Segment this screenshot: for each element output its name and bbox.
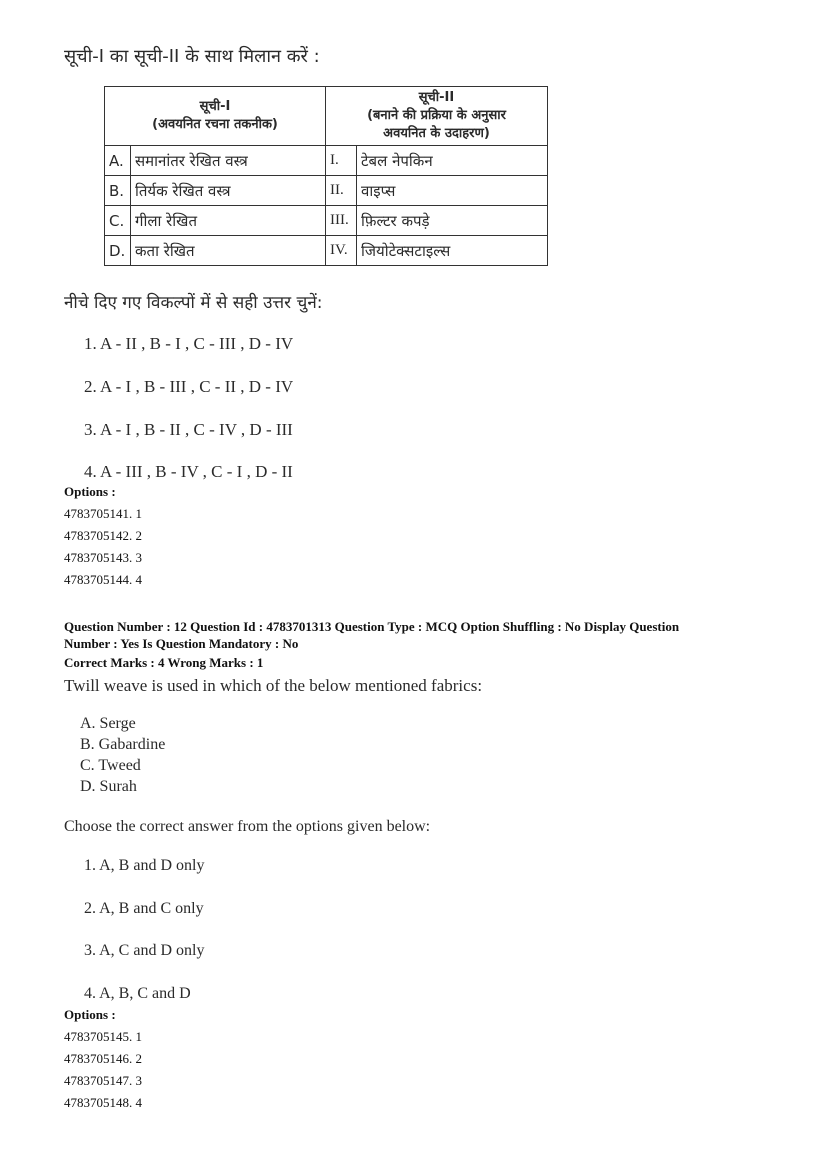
row-left-value: समानांतर रेखित वस्त्र xyxy=(131,146,326,176)
q2-item-b: B. Gabardine xyxy=(80,736,166,753)
row-left-value: तिर्यक रेखित वस्त्र xyxy=(131,176,326,206)
q2-meta-line-3: Correct Marks : 4 Wrong Marks : 1 xyxy=(64,655,264,670)
row-roman: I. xyxy=(326,146,357,176)
list-2-subtitle-2: अवयनित के उदाहरण) xyxy=(383,126,490,141)
table-row xyxy=(105,206,548,236)
q2-question: Twill weave is used in which of the below mentioned fabrics: xyxy=(64,676,483,695)
list-2-header xyxy=(326,87,548,146)
list-1-title: सूची-I xyxy=(199,99,231,114)
q1-options-label: Options : xyxy=(64,484,116,499)
list-1-subtitle: (अवयनित रचना तकनीक) xyxy=(152,117,278,132)
row-right-value: टेबल नेपकिन xyxy=(357,146,548,176)
row-key: C. xyxy=(105,206,131,236)
list-2-subtitle-1: (बनाने की प्रक्रिया के अनुसार xyxy=(367,108,506,123)
row-right-value: फ़िल्टर कपड़े xyxy=(357,206,548,236)
table-row xyxy=(105,236,548,266)
q2-meta-line-1: Question Number : 12 Question Id : 4783701313 Question Type : MCQ Option Shuffling : No Display Question xyxy=(64,619,680,634)
q1-option-id-2: 4783705142. 2 xyxy=(64,528,142,543)
list-1-header xyxy=(105,87,326,146)
q2-meta-line-2: Number : Yes Is Question Mandatory : No xyxy=(64,636,299,651)
q2-choice-2: 2. A, B and C only xyxy=(84,900,204,917)
q2-choice-4: 4. A, B, C and D xyxy=(84,985,191,1002)
q2-option-id-2: 4783705146. 2 xyxy=(64,1051,142,1066)
q2-item-a: A. Serge xyxy=(80,715,136,732)
match-table xyxy=(104,86,548,266)
q1-choice-2: 2. A - I , B - III , C - II , D - IV xyxy=(84,377,294,396)
q1-choice-4: 4. A - III , B - IV , C - I , D - II xyxy=(84,462,293,481)
list-2-title: सूची-II xyxy=(418,90,455,105)
row-key: A. xyxy=(105,146,131,176)
q2-options-label: Options : xyxy=(64,1007,116,1022)
q1-choice-1: 1. A - II , B - I , C - III , D - IV xyxy=(84,334,294,353)
q1-choice-3: 3. A - I , B - II , C - IV , D - III xyxy=(84,420,293,439)
row-left-value: कता रेखित xyxy=(131,236,326,266)
row-right-value: वाइप्स xyxy=(357,176,548,206)
q1-option-id-4: 4783705144. 4 xyxy=(64,572,142,587)
q2-option-id-3: 4783705147. 3 xyxy=(64,1073,142,1088)
q1-heading: सूची-I का सूची-II के साथ मिलान करें : xyxy=(64,46,320,67)
row-left-value: गीला रेखित xyxy=(131,206,326,236)
q1-instruction: नीचे दिए गए विकल्पों में से सही उत्तर चुनें: xyxy=(64,293,323,313)
row-key: D. xyxy=(105,236,131,266)
row-roman: IV. xyxy=(326,236,357,266)
row-roman: III. xyxy=(326,206,357,236)
q2-item-c: C. Tweed xyxy=(80,757,141,774)
q2-item-d: D. Surah xyxy=(80,778,137,795)
q2-option-id-1: 4783705145. 1 xyxy=(64,1029,142,1044)
q2-instruction: Choose the correct answer from the options given below: xyxy=(64,818,431,835)
table-row xyxy=(105,146,548,176)
table-header-row xyxy=(105,87,548,146)
row-roman: II. xyxy=(326,176,357,206)
q1-option-id-1: 4783705141. 1 xyxy=(64,506,142,521)
q1-option-id-3: 4783705143. 3 xyxy=(64,550,142,565)
row-right-value: जियोटेक्सटाइल्स xyxy=(357,236,548,266)
q2-choice-1: 1. A, B and D only xyxy=(84,857,205,874)
q2-choice-3: 3. A, C and D only xyxy=(84,942,205,959)
table-row xyxy=(105,176,548,206)
q2-option-id-4: 4783705148. 4 xyxy=(64,1095,142,1110)
row-key: B. xyxy=(105,176,131,206)
